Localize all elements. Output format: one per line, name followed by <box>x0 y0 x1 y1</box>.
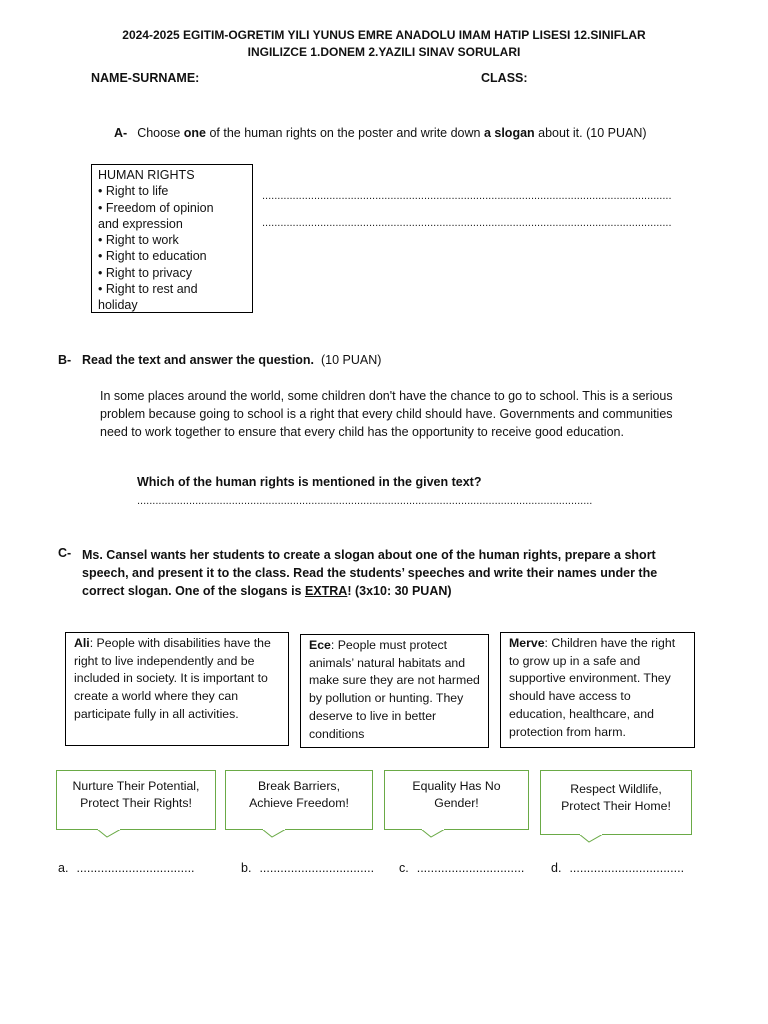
poster-item: • Right to work <box>98 233 179 248</box>
slogan-line: Nurture Their Potential, <box>72 779 200 793</box>
name-surname-label: NAME-SURNAME: <box>91 71 200 85</box>
answer-label: a. <box>58 861 69 875</box>
answer-dots[interactable]: ................................. <box>569 861 685 875</box>
exam-title-line-1: 2024-2025 EGITIM-OGRETIM YILI YUNUS EMRE ANADOLU IMAM HATIP LISESI 12.SINIFLAR <box>122 28 646 42</box>
callout-tail-icon <box>579 834 603 844</box>
human-rights-poster <box>91 164 253 313</box>
answer-dots[interactable]: ................................. <box>259 861 375 875</box>
answer-line-c[interactable] <box>399 861 524 875</box>
answer-label: b. <box>241 861 252 875</box>
slogan-line: Protect Their Home! <box>561 799 671 813</box>
slogan-text <box>385 778 528 812</box>
callout-tail-icon <box>421 829 445 839</box>
slogan-callout-c <box>384 770 529 830</box>
answer-line-b[interactable] <box>241 861 374 875</box>
answer-label: d. <box>551 861 562 875</box>
answer-dots[interactable]: .................................. <box>76 861 195 875</box>
question-c-text-2: ! (3x10: 30 PUAN) <box>347 584 452 598</box>
question-a-text-2: of the human rights on the poster and write down <box>206 126 484 140</box>
slogan-answer-line-1[interactable]: ...................................................................................................................................... <box>262 190 672 202</box>
slogan-line: Gender! <box>434 796 479 810</box>
answer-dots[interactable]: ............................... <box>416 861 525 875</box>
question-c-text-1: Ms. Cansel wants her students to create a slogan about one of the human rights, prepare a short speech, and present it to the class. Read the students’ speeches and write their names under the correct slogan. One of the slogans is <box>82 548 658 598</box>
question-a-bold-1: one <box>183 126 206 140</box>
speech-text: : People must protect animals’ natural habitats and make sure they are not harmed by pollution or hunting. They deserve to live in better conditions <box>309 638 480 741</box>
slogan-line: Equality Has No <box>412 779 501 793</box>
question-b-letter: B- <box>58 353 72 367</box>
answer-line-d[interactable] <box>551 861 684 875</box>
callout-tail-icon <box>97 829 121 839</box>
extra-word: EXTRA <box>304 584 348 598</box>
question-a-bold-2: a slogan <box>483 126 535 140</box>
exam-title-line-2: INGILIZCE 1.DONEM 2.YAZILI SINAV SORULARI <box>247 45 521 59</box>
slogan-text <box>226 778 372 812</box>
poster-item: • Right to life <box>98 184 169 199</box>
poster-item: and expression <box>98 216 183 231</box>
speaker-name: Ali <box>74 636 90 650</box>
slogan-text <box>541 781 691 815</box>
reading-passage: In some places around the world, some children don't have the chance to go to school. This is a serious problem because going to school is a right that every child should have. Governments and communities need to work together to ensure that every child has the opportunity to receive good education. <box>100 389 673 439</box>
slogan-line: Break Barriers, <box>257 779 340 793</box>
speaker-name: Ece <box>309 638 331 652</box>
poster-item: • Right to rest and <box>98 282 198 297</box>
poster-item: holiday <box>98 298 138 313</box>
slogan-line: Achieve Freedom! <box>249 796 349 810</box>
poster-item: • Right to privacy <box>98 265 192 280</box>
question-a-letter: A- <box>114 126 128 140</box>
answer-line-a[interactable] <box>58 861 195 875</box>
question-b <box>58 352 381 369</box>
speaker-name: Merve <box>509 636 545 650</box>
speech-text: : People with disabilities have the right to live independently and be included in society. It is important to create a world where they can participate fully in all activities. <box>74 636 271 721</box>
question-a <box>114 125 647 142</box>
speech-box-ali <box>65 632 289 746</box>
question-a-text-1: Choose <box>137 126 184 140</box>
speech-text: : Children have the right to grow up in a safe and supportive environment. They should have access to education, healthcare, and protection from harm. <box>509 636 676 739</box>
slogan-answer-line-2[interactable]: ...................................................................................................................................... <box>262 217 672 229</box>
poster-title: HUMAN RIGHTS <box>98 168 195 182</box>
question-b-prompt: Which of the human rights is mentioned in the given text? <box>137 475 482 489</box>
speech-box-merve <box>500 632 695 748</box>
speech-box-ece <box>300 634 489 748</box>
answer-label: c. <box>399 861 409 875</box>
slogan-callout-b <box>225 770 373 830</box>
question-c-letter: C- <box>58 546 72 560</box>
callout-tail-icon <box>262 829 286 839</box>
slogan-callout-d <box>540 770 692 835</box>
slogan-text <box>57 778 215 812</box>
question-b-answer-line[interactable]: ..................................................................................................................................................... <box>137 495 593 507</box>
question-a-text-3: about it. (10 PUAN) <box>534 126 647 140</box>
question-b-instruction: Read the text and answer the question. <box>82 353 314 367</box>
slogan-line: Respect Wildlife, <box>570 782 662 796</box>
poster-item: • Right to education <box>98 249 207 264</box>
question-c-instruction <box>82 546 672 600</box>
slogan-line: Protect Their Rights! <box>80 796 192 810</box>
poster-item: • Freedom of opinion <box>98 200 214 215</box>
question-b-points: (10 PUAN) <box>320 353 382 367</box>
slogan-callout-a <box>56 770 216 830</box>
class-label: CLASS: <box>481 71 528 85</box>
